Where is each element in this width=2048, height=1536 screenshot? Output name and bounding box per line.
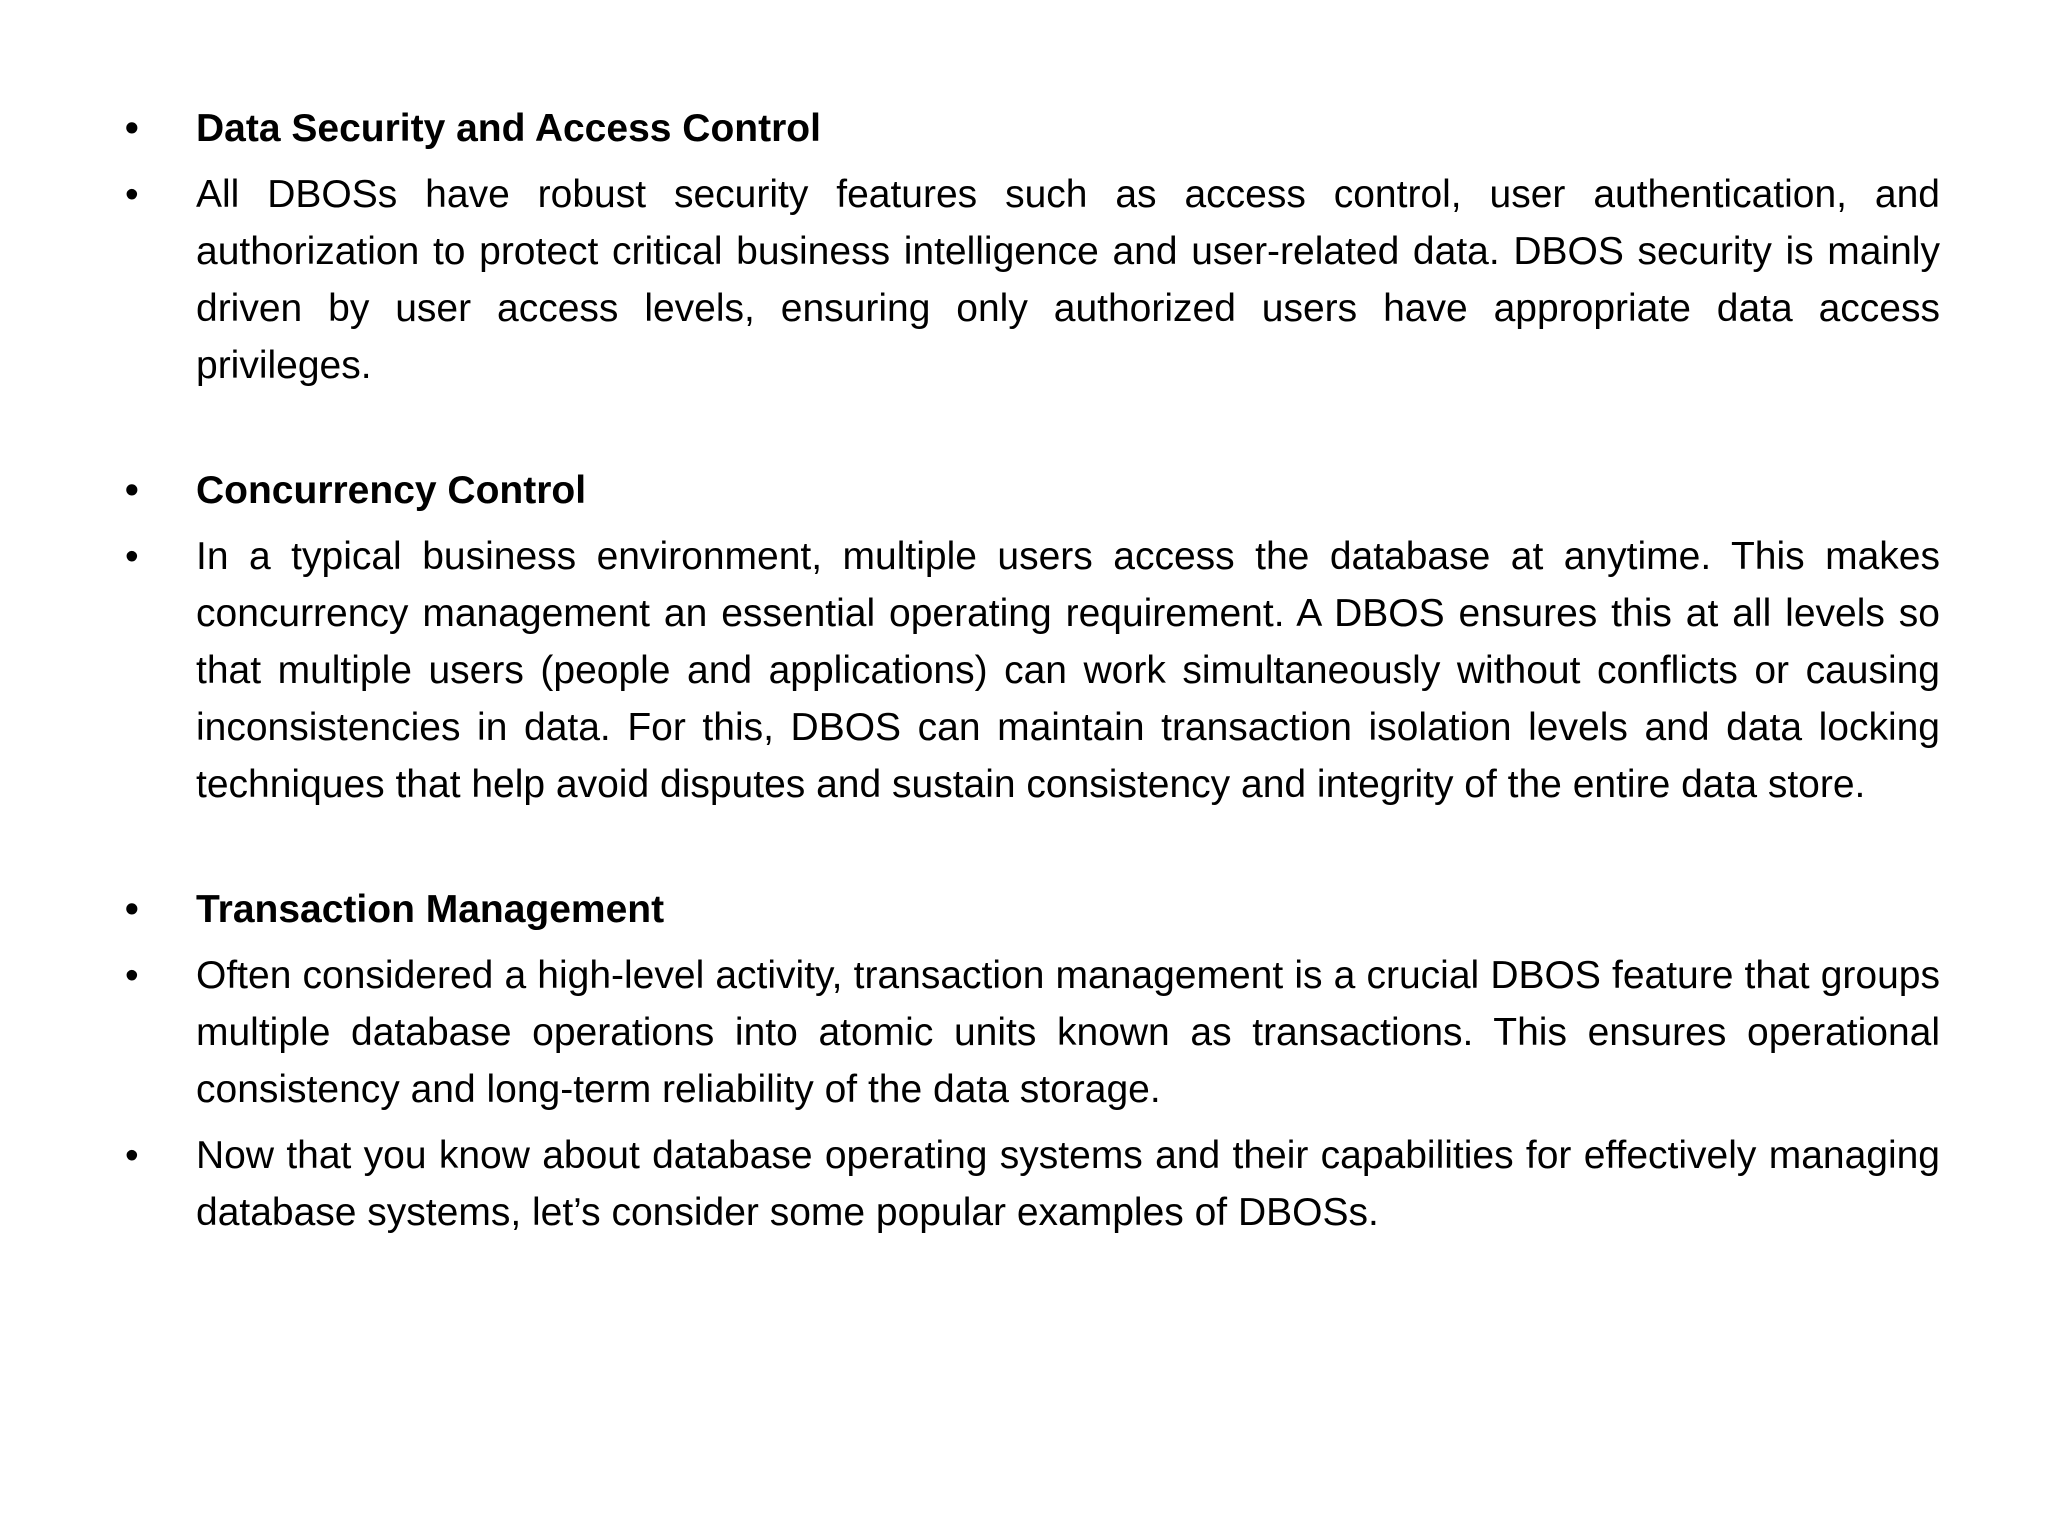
bullet-heading-data-security	[120, 100, 1940, 157]
bullet-conclusion	[120, 1127, 1940, 1241]
bullet-list	[120, 100, 1940, 1250]
bullet-dot: •	[125, 535, 139, 578]
bullet-heading-transaction-management	[120, 881, 1940, 938]
bullet-text: Now that you know about database operating systems and their capabilities for effectively managing database systems, let’s consider some popular examples of DBOSs.	[196, 1134, 1940, 1234]
bullet-dot: •	[125, 469, 139, 512]
bullet-text: Often considered a high-level activity, transaction management is a crucial DBOS feature that groups multiple database operations into atomic units known as transactions. This ensures operational consistency and long-term reliability of the data storage.	[196, 954, 1940, 1111]
bullet-text: In a typical business environment, multiple users access the database at anytime. This makes concurrency management an essential operating requirement. A DBOS ensures this at all levels so that multiple users (people and applications) can work simultaneously without conflicts or causing inconsistencies in data. For this, DBOS can maintain transaction isolation levels and data locking techniques that help avoid disputes and sustain consistency and integrity of the entire data store.	[196, 535, 1940, 806]
bullet-dot: •	[125, 1134, 139, 1177]
bullet-concurrency-body	[120, 528, 1940, 813]
bullet-dot: •	[125, 173, 139, 216]
bullet-text: Data Security and Access Control	[196, 107, 821, 150]
bullet-text: All DBOSs have robust security features such as access control, user authentication, and authorization to protect critical business intelligence and user-related data. DBOS security is mainly driven by user access levels, ensuring only authorized users have appropriate data access privileges.	[196, 173, 1940, 387]
bullet-text: Concurrency Control	[196, 469, 587, 512]
bullet-dot: •	[125, 888, 139, 931]
bullet-text: Transaction Management	[196, 888, 665, 931]
bullet-heading-concurrency-control	[120, 462, 1940, 519]
bullet-dot: •	[125, 954, 139, 997]
bullet-transaction-body	[120, 947, 1940, 1118]
bullet-dot: •	[125, 107, 139, 150]
bullet-data-security-body	[120, 166, 1940, 394]
